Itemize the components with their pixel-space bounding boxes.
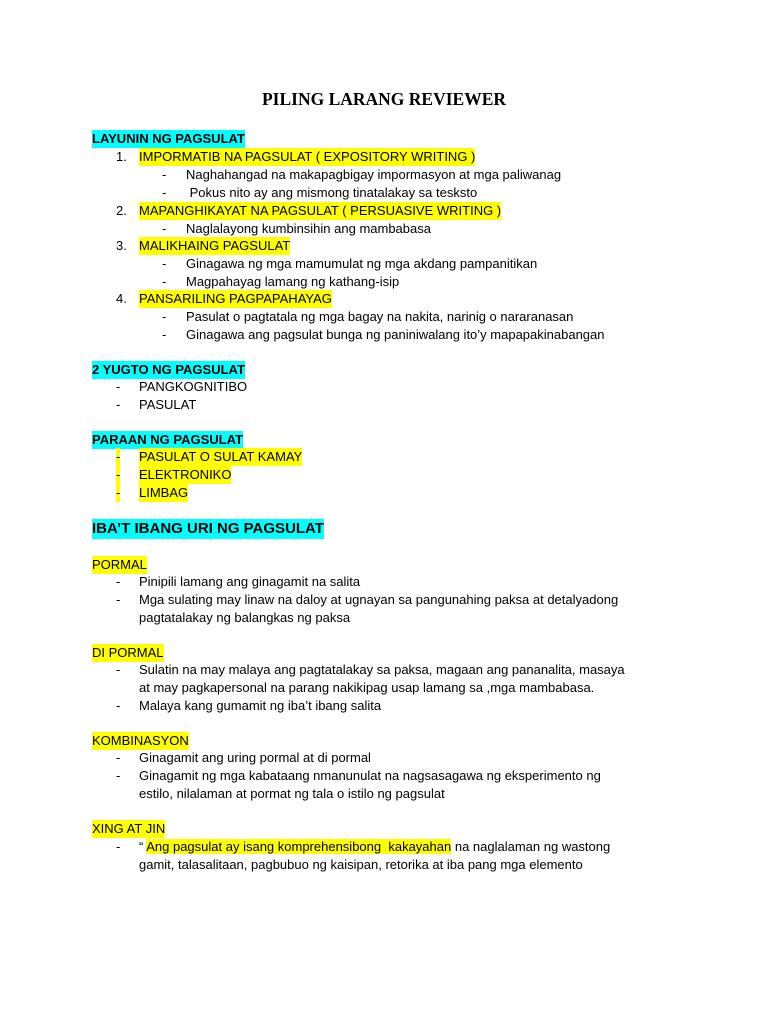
bullet-text: Mga sulating may linaw na daloy at ugnayan sa pangunahing paksa at detalyadong [139, 592, 619, 607]
bullet-dash: - [116, 379, 121, 394]
subheading-pormal: PORMAL [92, 557, 147, 572]
quote-line [139, 838, 610, 856]
list-item-label: MAPANGHIKAYAT NA PAGSULAT ( PERSUASIVE WRITING ) [139, 203, 502, 218]
bullet-dash: - [162, 167, 167, 182]
bullet-dash: - [116, 698, 121, 713]
quote-rest: na naglalaman ng wastong [451, 839, 611, 854]
bullet-dash: - [162, 309, 167, 324]
bullet-dash: - [116, 574, 121, 589]
highlighted-quote: Ang pagsulat ay isang komprehensibong kakayahan [146, 839, 452, 854]
bullet-text: Ginagawa ng mga mamumulat ng mga akdang pampanitikan [186, 256, 538, 271]
list-number: 2. [116, 203, 127, 218]
list-number: 4. [116, 291, 127, 306]
bullet-text: PASULAT [139, 397, 197, 412]
bullet-text-continued: gamit, talasalitaan, pagbubuo ng kaisipan, retorika at iba pang mga elemento [139, 857, 583, 872]
list-number: 1. [116, 149, 127, 164]
heading-layunin: LAYUNIN NG PAGSULAT [92, 131, 245, 146]
bullet-text: ELEKTRONIKO [139, 467, 232, 482]
document-title: PILING LARANG REVIEWER [261, 89, 507, 109]
bullet-text: Pinipili lamang ang ginagamit na salita [139, 574, 361, 589]
bullet-dash: - [116, 449, 121, 464]
bullet-text: Naglalayong kumbinsihin ang mambabasa [186, 221, 431, 236]
subheading-xing-at-jin: XING AT JIN [92, 821, 166, 836]
bullet-text: Magpahayag lamang ng kathang-isip [186, 274, 400, 289]
bullet-text-continued: estilo, nilalaman at pormat ng tala o istilo ng pagsulat [139, 786, 445, 801]
heading-paraan: PARAAN NG PAGSULAT [92, 432, 243, 447]
bullet-text: Pasulat o pagtatala ng mga bagay na nakita, narinig o nararanasan [186, 309, 574, 324]
bullet-dash: - [162, 274, 167, 289]
bullet-dash: - [116, 397, 121, 412]
bullet-text: Sulatin na may malaya ang pagtatalakay sa paksa, magaan ang pananalita, masaya [139, 662, 625, 677]
bullet-text: PASULAT O SULAT KAMAY [139, 449, 303, 464]
bullet-dash: - [162, 256, 167, 271]
bullet-text-continued: at may pagkapersonal na parang nakikipag usap lamang sa ,mga mambabasa. [139, 680, 595, 695]
bullet-dash: - [116, 485, 121, 500]
bullet-dash: - [116, 839, 121, 854]
bullet-text: LIMBAG [139, 485, 189, 500]
bullet-dash: - [162, 221, 167, 236]
bullet-text: Ginagamit ng mga kabataang nmanunulat na nagsasagawa ng eksperimento ng [139, 768, 601, 783]
bullet-text: Ginagamit ang uring pormal at di pormal [139, 750, 371, 765]
bullet-dash: - [116, 768, 121, 783]
list-item-label: PANSARILING PAGPAPAHAYAG [139, 291, 332, 306]
bullet-text: Ginagawa ang pagsulat bunga ng paniniwalang ito’y mapapakinabangan [186, 327, 605, 342]
bullet-dash: - [162, 185, 167, 200]
heading-uri: IBA’T IBANG URI NG PAGSULAT [92, 520, 324, 537]
bullet-text: Naghahangad na makapagbigay impormasyon at mga paliwanag [186, 167, 562, 182]
list-item-label: MALIKHAING PAGSULAT [139, 238, 291, 253]
list-item-label: IMPORMATIB NA PAGSULAT ( EXPOSITORY WRITING ) [139, 149, 476, 164]
bullet-dash: - [116, 467, 121, 482]
list-number: 3. [116, 238, 127, 253]
subheading-kombinasyon: KOMBINASYON [92, 733, 189, 748]
bullet-text: Malaya kang gumamit ng iba’t ibang salita [139, 698, 382, 713]
bullet-dash: - [116, 750, 121, 765]
heading-yugto: 2 YUGTO NG PAGSULAT [92, 362, 245, 377]
bullet-text: PANGKOGNITIBO [139, 379, 248, 394]
bullet-text: Pokus nito ay ang mismong tinatalakay sa tesksto [186, 185, 478, 200]
bullet-dash: - [116, 662, 121, 677]
bullet-dash: - [162, 327, 167, 342]
bullet-dash: - [116, 592, 121, 607]
subheading-di-pormal: DI PORMAL [92, 645, 164, 660]
bullet-text-continued: pagtatalakay ng balangkas ng paksa [139, 610, 351, 625]
quote-open: “ [139, 839, 147, 854]
